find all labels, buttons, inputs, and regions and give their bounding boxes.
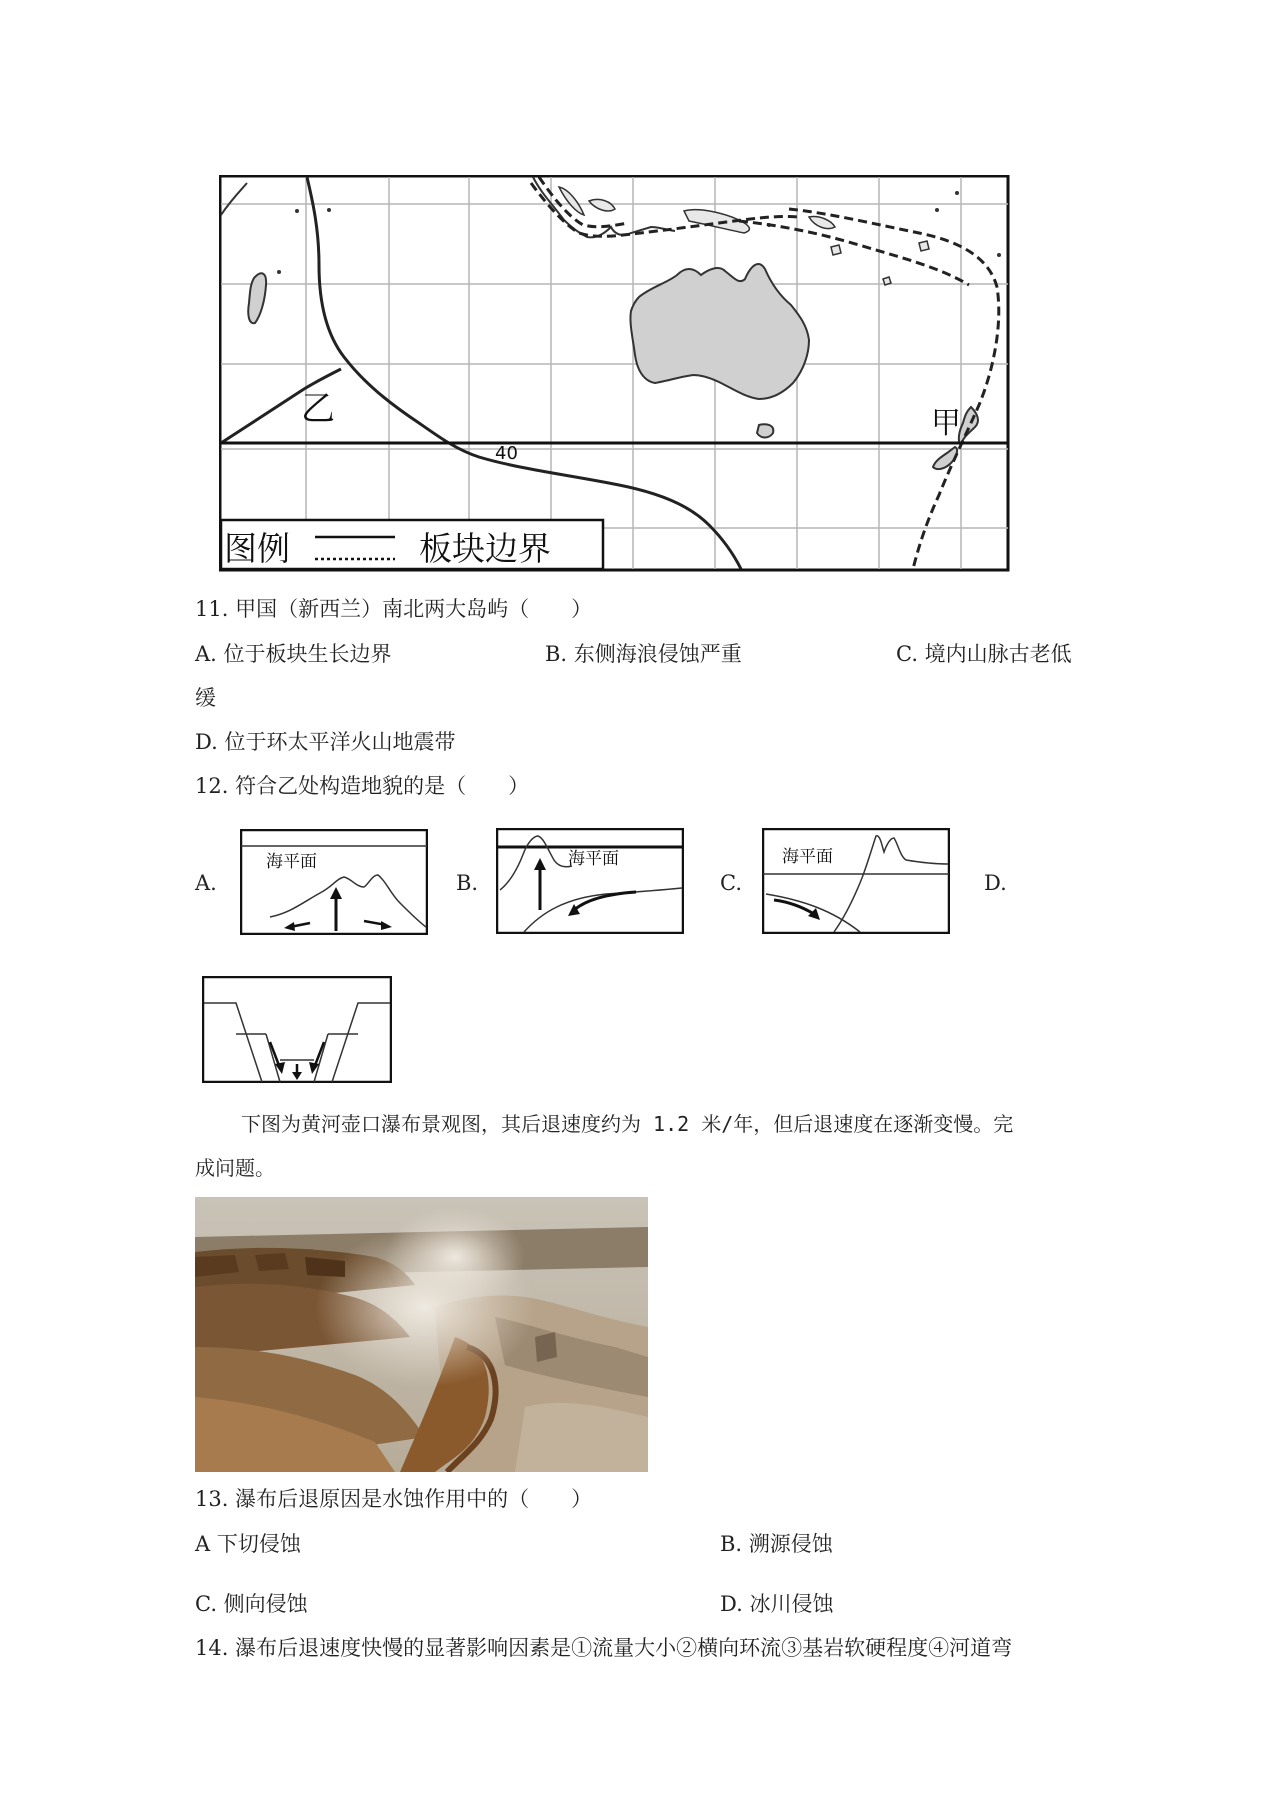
q11-option-a: A. 位于板块生长边界 [195,642,392,666]
q11-option-d: D. 位于环太平洋火山地震带 [195,730,456,754]
q11-option-c-continued: 缓 [195,686,216,710]
legend-text: 板块边界 [419,529,551,568]
q14-stem: 14. 瀑布后退速度快慢的显著影响因素是①流量大小②横向环流③基岩软硬程度④河道弯 [195,1636,1013,1660]
q12-option-d-label: D. [984,871,1007,895]
intro-line-2: 成问题。 [195,1156,275,1180]
sea-level-label-c: 海平面 [782,847,833,867]
q13-stem: 13. 瀑布后退原因是水蚀作用中的（ ） [195,1487,593,1511]
q12-option-a-label: A. [195,871,217,895]
q13-option-b: B. 溯源侵蚀 [720,1532,833,1556]
sea-level-label-a: 海平面 [266,852,317,872]
q12-figure-b [496,828,684,934]
q13-option-c: C. 侧向侵蚀 [195,1592,308,1616]
q13-option-a: A 下切侵蚀 [195,1532,301,1556]
q12-figure-c [762,828,950,934]
q11-option-b: B. 东侧海浪侵蚀严重 [545,642,742,666]
q12-option-b-label: B. [456,871,479,895]
latitude-label: 40 [495,443,518,464]
q11-stem: 11. 甲国（新西兰）南北两大岛屿（ ） [195,597,593,621]
legend-title: 图例 [224,529,290,568]
intro-line-1: 下图为黄河壶口瀑布景观图，其后退速度约为 1.2 米/年，但后退速度在逐渐变慢。完 [241,1112,1014,1136]
tasmania [757,424,773,437]
q12-stem: 12. 符合乙处构造地貌的是（ ） [195,774,530,798]
q12-figure-a [240,829,428,935]
q13-option-d: D. 冰川侵蚀 [720,1592,834,1616]
map-svg [219,175,1010,572]
label-jia: 甲 [931,406,961,441]
q11-option-c: C. 境内山脉古老低 [896,642,1072,666]
waterfall-photo [195,1197,648,1472]
q12-figure-d [202,976,392,1083]
q12-option-c-label: C. [720,871,742,895]
plate-boundary-map [219,175,1010,572]
sea-level-label-b: 海平面 [568,849,619,869]
label-yi: 乙 [301,389,335,429]
